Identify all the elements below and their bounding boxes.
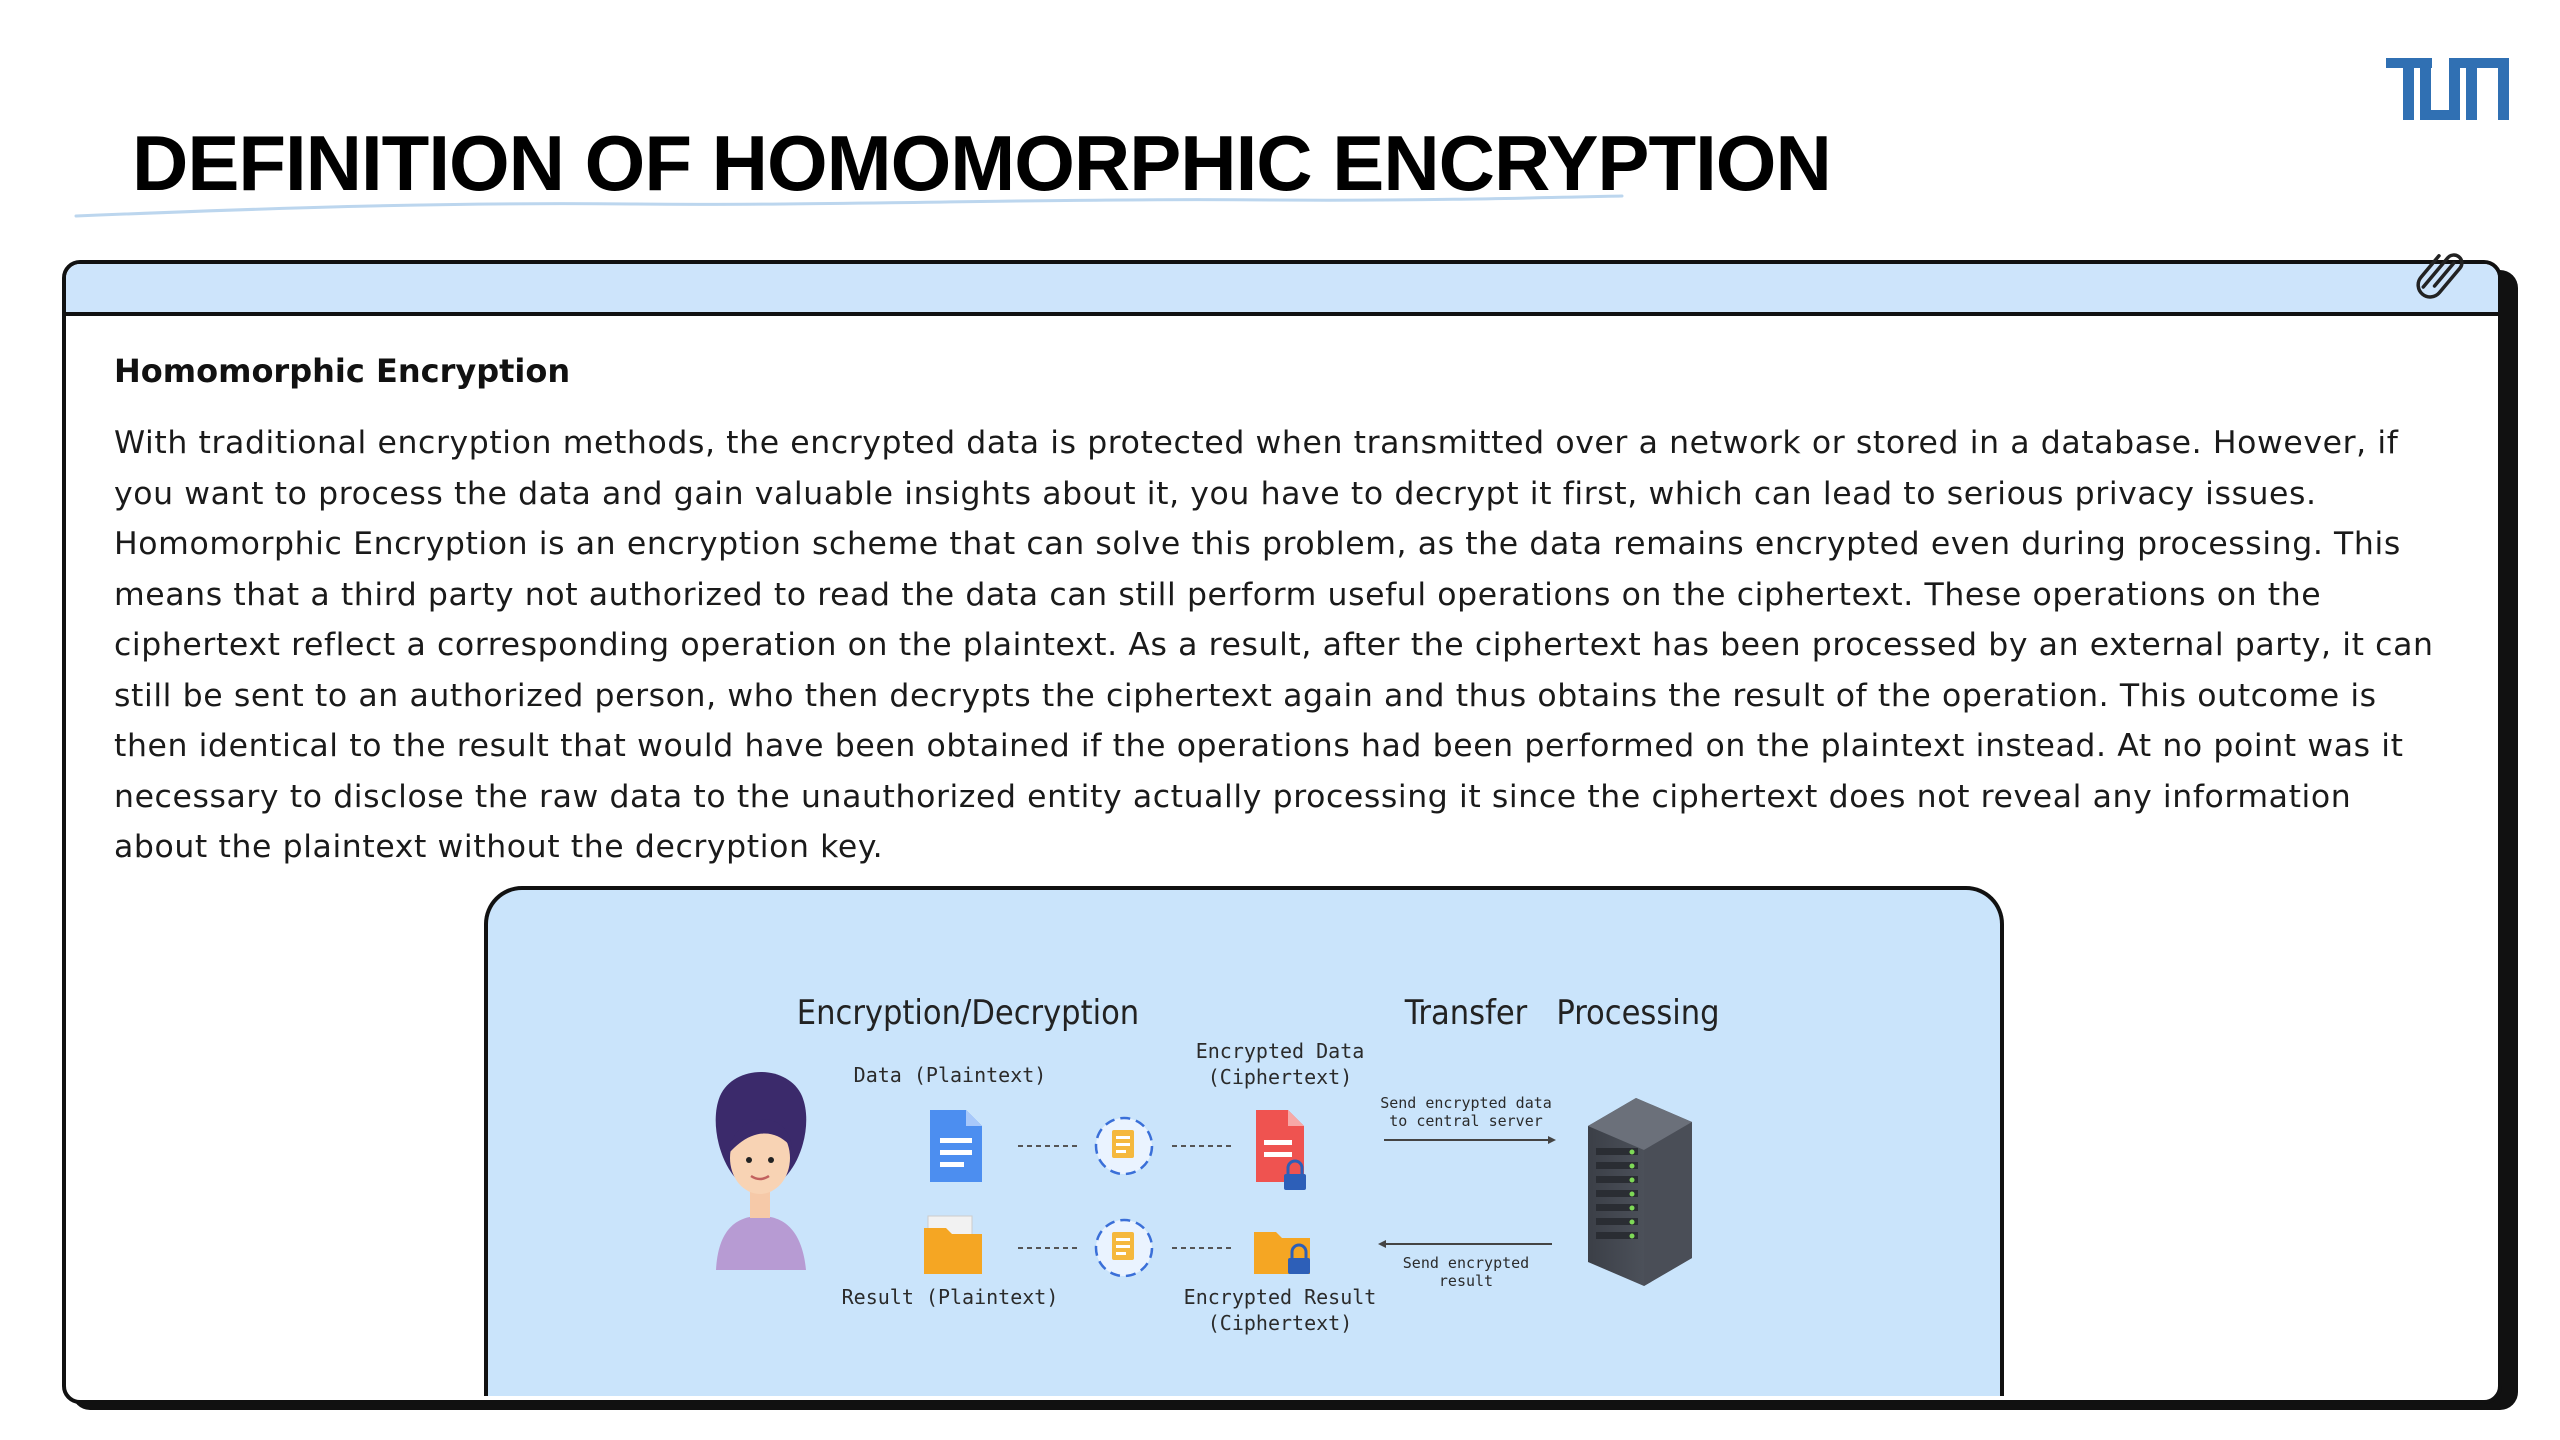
encrypted-folder-icon <box>1254 1232 1310 1274</box>
label-send-encrypted: Send encrypted <box>1402 1254 1530 1272</box>
folder-icon <box>924 1216 982 1274</box>
label-result: result <box>1438 1272 1494 1290</box>
label-encrypted-result: Encrypted Result <box>1183 1285 1377 1309</box>
document-icon <box>930 1110 982 1182</box>
server-icon <box>1588 1098 1692 1286</box>
tum-logo-icon <box>2386 58 2510 122</box>
label-data-plaintext: Data (Plaintext) <box>853 1063 1047 1087</box>
label-result-plaintext: Result (Plaintext) <box>841 1285 1059 1309</box>
diagram-canvas <box>488 890 2004 1396</box>
sync-icon <box>1096 1220 1152 1276</box>
slide-title: DEFINITION OF HOMOMORPHIC ENCRYPTION <box>132 119 1831 207</box>
label-encrypted-data: Encrypted Data <box>1195 1039 1365 1063</box>
paperclip-icon <box>2412 244 2472 304</box>
homomorphic-encryption-diagram <box>484 886 2004 1396</box>
header-encryption-decryption: Encryption/Decryption <box>796 993 1140 1033</box>
section-heading: Homomorphic Encryption <box>114 352 571 390</box>
label-to-central-server: to central server <box>1389 1112 1543 1130</box>
label-send-encrypted-data: Send encrypted data <box>1380 1094 1552 1112</box>
content-card-header <box>66 264 2498 316</box>
sync-icon <box>1096 1118 1152 1174</box>
header-transfer: Transfer <box>1404 993 1528 1033</box>
label-encrypted-data-ciphertext: (Ciphertext) <box>1207 1065 1353 1089</box>
encrypted-document-icon <box>1256 1110 1306 1190</box>
person-icon <box>716 1072 807 1270</box>
label-encrypted-result-ciphertext: (Ciphertext) <box>1207 1311 1353 1335</box>
body-paragraph: With traditional encryption methods, the encrypted data is protected when transmitted over a network or stored in a database. However, if you want to process the data and gain valuable insights about it, you have to decrypt it first, which can lead to serious privacy issues. Homomorphic Encryption is an encryption scheme that can solve this problem, as the data remains encrypted even during processing. This means that a third party not authorized to read the data can still perform useful operations on the ciphertext. These operations on the ciphertext reflect a corresponding operation on the plaintext. As a result, after the ciphertext has been processed by an external party, it can still be sent to an authorized person, who then decrypts the ciphertext again and thus obtains the result of the operation. This outcome is then identical to the result that would have been obtained if the operations had been performed on the plaintext instead. At no point was it necessary to disclose the raw data to the unauthorized entity actually processing it since the ciphertext does not reveal any information about the plaintext without the decryption key. <box>114 425 2434 865</box>
header-processing: Processing <box>1556 993 1720 1033</box>
title-underline-decoration <box>72 186 1632 226</box>
